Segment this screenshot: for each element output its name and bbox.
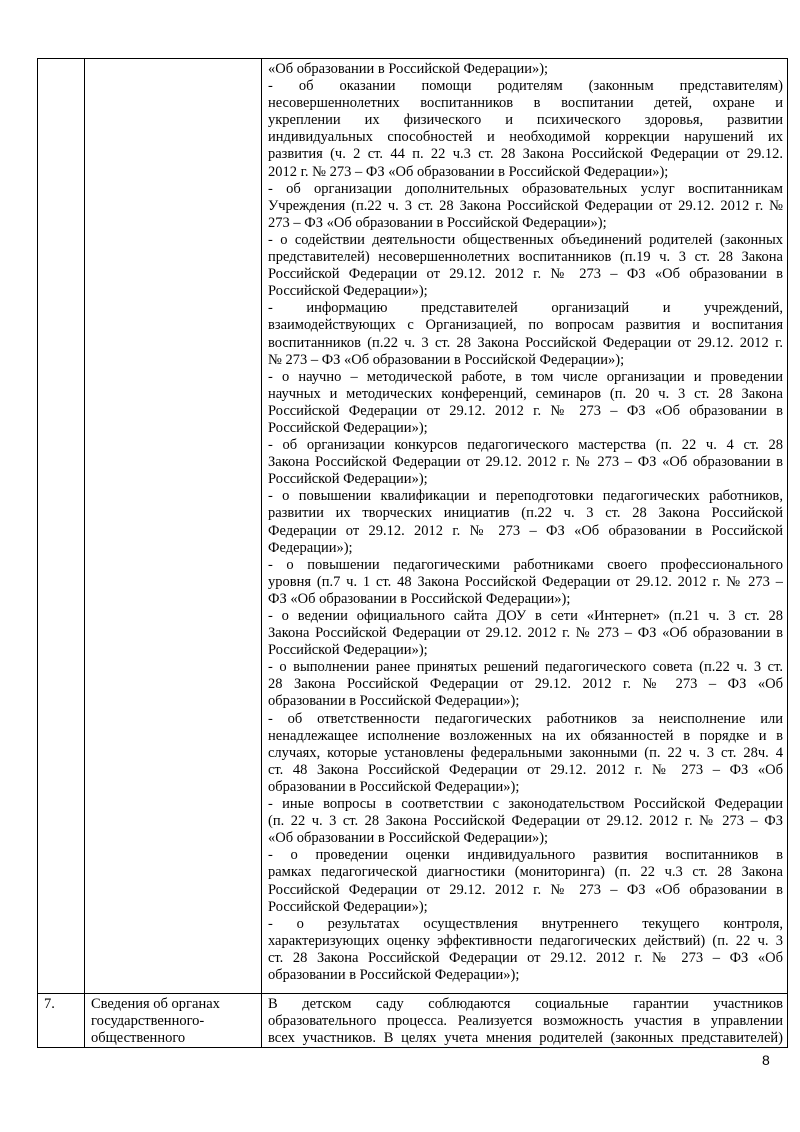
- text-line: - о научно – методической работе, в том числе организации и проведении: [268, 368, 783, 385]
- text-line: Российской Федерации от 29.12. 2012 г. № 273 – ФЗ «Об образовании в: [268, 266, 783, 283]
- text-line: укреплении их физического и психического здоровья, развитии: [268, 112, 783, 129]
- text-line: Закона Российской Федерации от 29.12. 2012 г. № 273 – ФЗ «Об образовании в: [268, 625, 783, 642]
- text-line: - о содействии деятельности общественных объединений родителей (законных: [268, 231, 783, 248]
- text-line: Российской Федерации от 29.12. 2012 г. № 273 – ФЗ «Об образовании в: [268, 881, 783, 898]
- content-text: [262, 994, 787, 1047]
- content-text: [262, 59, 787, 984]
- row-number: 7.: [44, 996, 55, 1012]
- row-title: [85, 994, 261, 1047]
- text-line: индивидуальных способностей и необходимой коррекции нарушений их: [268, 129, 783, 146]
- text-line: - об организации дополнительных образовательных услуг воспитанникам: [268, 180, 783, 197]
- text-line: - информацию представителей организаций и учреждений,: [268, 300, 783, 317]
- text-line: развитии их творческих инициатив (п.22 ч. 3 ст. 28 Закона Российской: [268, 505, 783, 522]
- text-line: «Об образовании в Российской Федерации»);: [268, 830, 549, 847]
- text-line: взаимодействующих с Организацией, по вопросам развития и воспитания: [268, 317, 783, 334]
- row-title-line: Сведения об органах: [91, 996, 220, 1012]
- text-line: - иные вопросы в соответствии с законодательством Российской Федерации: [268, 796, 783, 813]
- text-line: Российской Федерации»);: [268, 898, 428, 915]
- text-line: ФЗ «Об образовании в Российской Федерации»);: [268, 590, 571, 607]
- row-number-cell: [38, 59, 85, 994]
- text-line: Российской Федерации от 29.12. 2012 г. № 273 – ФЗ «Об образовании в: [268, 402, 783, 419]
- text-line: - о повышении педагогическими работниками своего профессионального: [268, 556, 783, 573]
- row-title-cell: [85, 59, 262, 994]
- text-line: Федерации от 29.12. 2012 г. № 273 – ФЗ «Об образовании в Российской: [268, 522, 783, 539]
- text-line: характеризующих оценку эффективности педагогических действий) (п. 22 ч. 3: [268, 932, 783, 949]
- text-line: 2012 г. № 273 – ФЗ «Об образовании в Российской Федерации»);: [268, 163, 669, 180]
- text-line: Учреждения (п.22 ч. 3 ст. 28 Закона Российской Федерации от 29.12. 2012 г. №: [268, 197, 783, 214]
- text-line: воспитанников (п.22 ч. 3 ст. 28 Закона Российской Федерации от 29.12. 2012 г.: [268, 334, 783, 351]
- row-content-cell: [262, 994, 788, 1048]
- text-line: образовательного процесса. Реализуется возможность участия в управлении: [268, 1013, 783, 1030]
- page-number: 8: [762, 1052, 770, 1068]
- row-title-cell: [85, 994, 262, 1048]
- text-line: Российской Федерации»);: [268, 471, 428, 488]
- text-line: образовании в Российской Федерации»);: [268, 966, 520, 983]
- text-line: - об оказании помощи родителям (законным представителям): [268, 78, 783, 95]
- text-line: - об ответственности педагогических работников за неисполнение или: [268, 710, 783, 727]
- text-line: 273 – ФЗ «Об образовании в Российской Федерации»);: [268, 214, 607, 231]
- text-line: образовании в Российской Федерации»);: [268, 778, 520, 795]
- text-line: Российской Федерации»);: [268, 419, 428, 436]
- text-line: 28 Закона Российской Федерации от 29.12. 2012 г. № 273 – ФЗ «Об: [268, 676, 783, 693]
- text-line: - о ведении официального сайта ДОУ в сети «Интернет» (п.21 ч. 3 ст. 28: [268, 608, 783, 624]
- row-title-line: государственного-: [91, 1013, 205, 1030]
- text-line: В детском саду соблюдаются социальные гарантии участников: [268, 996, 783, 1012]
- text-line: - о выполнении ранее принятых решений педагогического совета (п.22 ч. 3 ст.: [268, 659, 783, 676]
- text-line: ст. 48 Закона Российской Федерации от 29.12. 2012 г. № 273 – ФЗ «Об: [268, 761, 783, 778]
- text-line: Федерации»);: [268, 539, 353, 556]
- row-title-line: общественного: [91, 1030, 186, 1047]
- row-content-cell: [262, 59, 788, 994]
- text-line: случаях, которые установлены федеральными законными (п. 22 ч. 3 ст. 28ч. 4: [268, 744, 783, 761]
- document-table: [37, 58, 788, 1048]
- table-row-7: [38, 994, 788, 1048]
- text-line: образовании в Российской Федерации»);: [268, 693, 520, 710]
- table-row-continuation: [38, 59, 788, 994]
- text-line: (п. 22 ч. 3 ст. 28 Закона Российской Федерации от 29.12. 2012 г. № 273 – ФЗ: [268, 813, 783, 830]
- text-line: представителей) несовершеннолетних воспитанников (п.19 ч. 3 ст. 28 Закона: [268, 249, 783, 266]
- text-line: Российской Федерации»);: [268, 642, 428, 659]
- text-line: - о повышении квалификации и переподготовки педагогических работников,: [268, 488, 783, 505]
- text-line: ст. 28 Закона Российской Федерации от 29.12. 2012 г. № 273 – ФЗ «Об: [268, 949, 783, 966]
- text-line: ненадлежащее исполнение возложенных на их обязанностей в порядке и в: [268, 727, 783, 744]
- text-line: - о результатах осуществления внутреннего текущего контроля,: [268, 915, 783, 932]
- text-line: № 273 – ФЗ «Об образовании в Российской Федерации»);: [268, 351, 625, 368]
- text-line: «Об образовании в Российской Федерации»);: [268, 61, 549, 77]
- text-line: Закона Российской Федерации от 29.12. 2012 г. № 273 – ФЗ «Об образовании в: [268, 454, 783, 471]
- text-line: Российской Федерации»);: [268, 283, 428, 300]
- text-line: рамках педагогической диагностики (мониторинга) (п. 22 ч.3 ст. 28 Закона: [268, 864, 783, 881]
- text-line: научных и методических конференций, семинаров (п. 20 ч. 3 ст. 28 Закона: [268, 385, 783, 402]
- text-line: уровня (п.7 ч. 1 ст. 48 Закона Российской Федерации от 29.12. 2012 г. № 273 –: [268, 573, 783, 590]
- text-line: - о проведении оценки индивидуального развития воспитанников в: [268, 847, 783, 864]
- text-line: всех участников. В целях учета мнения родителей (законных представителей): [268, 1030, 783, 1047]
- text-line: несовершеннолетних воспитанников в воспитании детей, охране и: [268, 95, 783, 112]
- text-line: развития (ч. 2 ст. 44 п. 22 ч.3 ст. 28 Закона Российской Федерации от 29.12.: [268, 146, 783, 163]
- text-line: - об организации конкурсов педагогического мастерства (п. 22 ч. 4 ст. 28: [268, 437, 783, 454]
- row-number-cell: [38, 994, 85, 1048]
